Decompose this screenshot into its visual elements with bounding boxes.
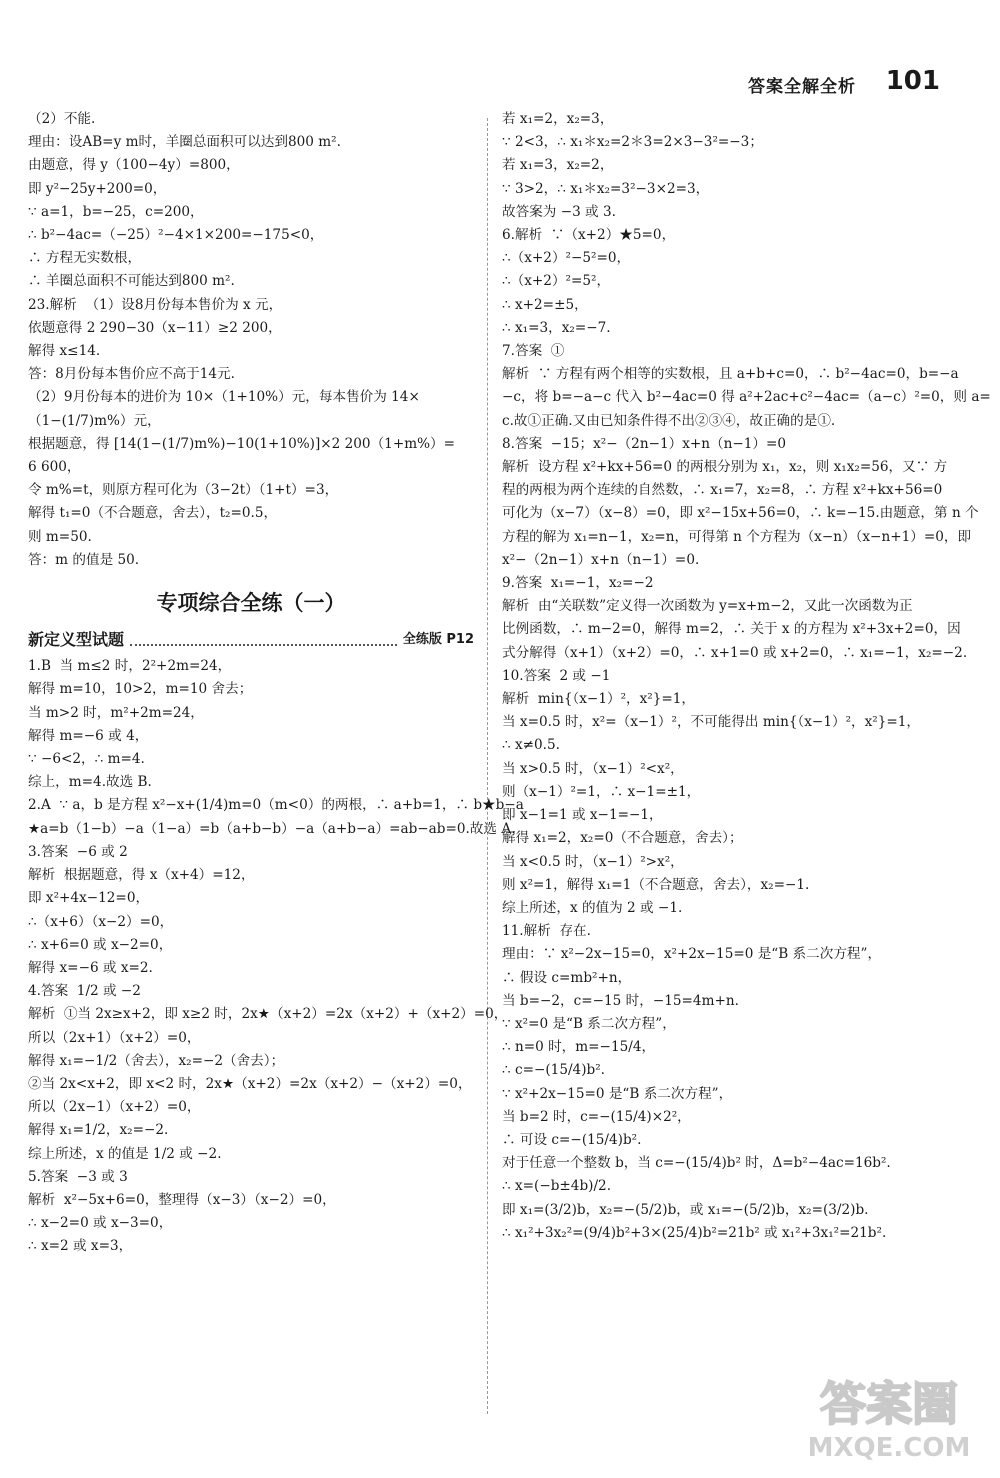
text-line: 即 y²−25y+200=0， — [28, 180, 167, 197]
text-line: 综上所述，x 的值为 2 或 −1. — [502, 899, 683, 916]
watermark — [800, 1358, 978, 1468]
text-line: 综上所述，x 的值是 1/2 或 −2. — [28, 1145, 222, 1162]
section-title: 专项综合全练（一） — [156, 591, 346, 616]
text-line: 解析 min{（x−1）²，x²}=1， — [502, 691, 696, 708]
text-line: 理由：∵ x²−2x−15=0，x²+2x−15=0 是“B 系二次方程”， — [502, 946, 882, 963]
text-line: ∴ x−2=0 或 x−3=0， — [28, 1215, 173, 1232]
text-line: ∴ x₁=3，x₂=−7. — [502, 319, 611, 336]
text-line: 解析 ∵ 方程有两个相等的实数根，且 a+b+c=0，∴ b²−4ac=0，b=−a — [502, 366, 959, 383]
text-line: 依题意得 2 290−30（x−11）≥2 200， — [28, 319, 282, 336]
text-line: 解得 t₁=0（不合题意，舍去），t₂=0.5， — [28, 505, 278, 522]
text-line: 对于任意一个整数 b，当 c=−(15/4)b² 时，Δ=b²−4ac=16b². — [502, 1155, 891, 1172]
text-line: ★a=b（1−b）−a（1−a）=b（a+b−b）−a（a+b−a）=ab−ab=0.故选 A. — [28, 820, 516, 837]
subsection-name: 新定义型试题 — [28, 630, 125, 650]
text-line: 当 b=−2，c=−15 时，−15=4m+n. — [502, 992, 739, 1009]
text-line: 解析 x²−5x+6=0，整理得（x−3）（x−2）=0， — [28, 1191, 336, 1208]
text-line: 当 x<0.5 时，（x−1）²>x²， — [502, 853, 684, 870]
text-line: ∵ x²=0 是“B 系二次方程”， — [502, 1015, 676, 1032]
column-divider — [487, 118, 488, 1414]
text-line: 令 m%=t，则原方程可化为（3−2t）（1+t）=3， — [28, 482, 339, 499]
text-line: 所以（2x+1）（x+2）=0， — [28, 1029, 201, 1046]
text-line: ∵ −6<2，∴ m=4. — [28, 751, 145, 768]
text-line: 解析 设方程 x²+kx+56=0 的两根分别为 x₁，x₂，则 x₁x₂=56，又∵ 方 — [502, 459, 948, 476]
watermark-url: MXQE.COM — [807, 1433, 971, 1463]
text-line: 3.答案 −6 或 2 — [28, 843, 128, 860]
subsection-ref: 全练版 P12 — [402, 632, 474, 648]
text-line: 10.答案 2 或 −1 — [502, 667, 611, 684]
text-line: x²−（2n−1）x+n（n−1）=0. — [502, 551, 700, 568]
text-line: ∴ x=2 或 x=3， — [28, 1238, 133, 1255]
text-line: c.故①正确.又由已知条件得不出②③④，故正确的是①. — [502, 412, 836, 429]
page-number: 101 — [885, 66, 940, 96]
text-line: 当 x>0.5 时，（x−1）²<x²， — [502, 760, 684, 777]
left-bottom-lines — [28, 655, 524, 1258]
text-line: 式分解得（x+1）（x+2）=0，∴ x+1=0 或 x+2=0，∴ x₁=−1，x₂=−2. — [502, 644, 968, 661]
text-line: 6.解析 ∵（x+2）★5=0， — [502, 227, 676, 244]
text-line: 解得 x₁=2，x₂=0（不合题意，舍去）； — [502, 830, 743, 847]
text-line: ∴ 可设 c=−(15/4)b². — [502, 1131, 642, 1148]
text-line: 可化为（x−7）（x−8）=0，即 x²−15x+56=0，∴ k=−15.由题意，第 n 个 — [502, 505, 979, 522]
text-line: ∴ n=0 时，m=−15/4， — [502, 1039, 656, 1056]
text-line: 7.答案 ① — [502, 343, 565, 360]
text-line: ∴ 方程无实数根， — [28, 250, 142, 267]
text-line: 当 x=0.5 时，x²=（x−1）²，不可能得出 min{（x−1）²，x²}=1， — [502, 714, 921, 731]
text-line: 解得 x=−6 或 x=2. — [28, 959, 153, 976]
text-line: 解析 根据题意，得 x（x+4）=12， — [28, 867, 255, 884]
text-line: ∴ x≠0.5. — [502, 737, 560, 754]
text-line: 解析 由“关联数”定义得一次函数为 y=x+m−2，又此一次函数为正 — [502, 598, 913, 615]
text-line: 理由：设AB=y m时，羊圈总面积可以达到800 m². — [28, 134, 341, 151]
subsection-header — [28, 628, 474, 651]
text-line: ∴ 羊圈总面积不可能达到800 m². — [28, 273, 235, 290]
text-line: 即 x−1=1 或 x−1=−1， — [502, 807, 663, 824]
text-line: 若 x₁=2，x₂=3， — [502, 111, 614, 127]
text-line: ∴ x+2=±5， — [502, 296, 588, 313]
text-line: 答：8月份每本售价应不高于14元. — [28, 366, 235, 383]
text-line: ∵ 2<3，∴ x₁＊x₂=2＊3=2×3−3²=−3； — [502, 134, 763, 151]
text-line: 当 m>2 时，m²+2m=24， — [28, 704, 204, 721]
text-line: ∵ a=1，b=−25，c=200， — [28, 203, 204, 220]
text-line: ∴（x+2）²−5²=0， — [502, 250, 631, 267]
text-line: ∴ x=(−b±4b)/2. — [502, 1178, 612, 1195]
text-line: 9.答案 x₁=−1，x₂=−2 — [502, 575, 654, 592]
text-line: 6 600， — [28, 459, 81, 476]
text-line: （2）9月份每本的进价为 10×（1+10%）元，每本售价为 14× — [28, 389, 420, 406]
text-line: 若 x₁=3，x₂=2， — [502, 157, 614, 174]
text-line: ∴ x+6=0 或 x−2=0， — [28, 936, 173, 953]
text-line: （1−(1/7)m%）元， — [28, 412, 161, 429]
text-line: 11.解析 存在. — [502, 923, 591, 940]
text-line: 解得 m=10，10>2，m=10 舍去； — [28, 681, 253, 698]
text-line: 由题意，得 y（100−4y）=800， — [28, 157, 240, 174]
header-title: 答案全解全析 — [748, 77, 856, 97]
right-column — [502, 108, 991, 1245]
text-line: 方程的解为 x₁=n−1，x₂=n，可得第 n 个方程为（x−n）（x−n+1）=0，即 — [502, 528, 972, 545]
text-line: 答：m 的值是 50. — [28, 551, 140, 568]
text-line: ∵ x²+2x−15=0 是“B 系二次方程”， — [502, 1085, 733, 1102]
text-line: 23.解析 （1）设8月份每本售价为 x 元， — [28, 296, 283, 313]
text-line: ∴（x+6）（x−2）=0， — [28, 913, 174, 930]
text-line: 则 x²=1，解得 x₁=1（不合题意，舍去），x₂=−1. — [502, 876, 810, 893]
text-line: 则（x−1）²=1，∴ x−1=±1， — [502, 783, 701, 800]
text-line: ∴ c=−(15/4)b². — [502, 1062, 605, 1079]
page-header — [60, 66, 940, 106]
text-line: 解得 x≤14. — [28, 343, 101, 360]
text-line: 程的两根为两个连续的自然数，∴ x₁=7，x₂=8，∴ 方程 x²+kx+56=0 — [502, 482, 943, 499]
text-line: 则 m=50. — [28, 528, 92, 545]
text-line: ②当 2x<x+2，即 x<2 时，2x★（x+2）=2x（x+2）−（x+2）=0， — [28, 1075, 472, 1092]
text-line: 4.答案 1/2 或 −2 — [28, 983, 141, 1000]
text-line: −c，将 b=−a−c 代入 b²−4ac=0 得 a²+2ac+c²−4ac=（a−c）²=0，则 a= — [502, 389, 991, 406]
text-line: 2.A ∵ a，b 是方程 x²−x+(1/4)m=0（m<0）的两根，∴ a+b=1，∴ b★b−a — [28, 797, 524, 814]
text-line: 1.B 当 m≤2 时，2²+2m=24， — [28, 658, 232, 675]
text-line: （2）不能. — [28, 111, 96, 127]
text-line: 即 x₁=(3/2)b，x₂=−(5/2)b，或 x₁=−(5/2)b，x₂=(3/2)b. — [502, 1201, 869, 1218]
text-line: 根据题意，得 [14(1−(1/7)m%)−10(1+10%)]×2 200（1+m%）= — [28, 435, 456, 452]
right-lines — [502, 108, 991, 1245]
text-line: 解得 m=−6 或 4， — [28, 727, 149, 744]
left-column — [28, 108, 524, 1259]
text-line: 即 x²+4x−12=0， — [28, 890, 150, 907]
text-line: 故答案为 −3 或 3. — [502, 203, 616, 220]
text-line: 解得 x₁=1/2，x₂=−2. — [28, 1122, 169, 1139]
watermark-logo-text: 答案圈 — [820, 1377, 958, 1431]
text-line: ∴ b²−4ac=（−25）²−4×1×200=−175<0， — [28, 227, 324, 244]
left-top-lines — [28, 108, 474, 572]
text-line: 5.答案 −3 或 3 — [28, 1168, 128, 1185]
text-line: 8.答案 −15；x²−（2n−1）x+n（n−1）=0 — [502, 435, 787, 452]
text-line: 当 b=2 时，c=−(15/4)×2²， — [502, 1108, 691, 1125]
text-line: 比例函数，∴ m−2=0，解得 m=2，∴ 关于 x 的方程为 x²+3x+2=0，因 — [502, 621, 961, 638]
text-line: 综上，m=4.故选 B. — [28, 774, 152, 791]
text-line: ∴ 假设 c=mb²+n， — [502, 969, 632, 986]
text-line: ∴（x+2）²=5²， — [502, 273, 611, 290]
leader-dots — [130, 634, 397, 646]
text-line: ∴ x₁²+3x₂²=(9/4)b²+3×(25/4)b²=21b² 或 x₁²+3x₁²=21b². — [502, 1224, 887, 1241]
text-line: 解析 ①当 2x≥x+2，即 x≥2 时，2x★（x+2）=2x（x+2）+（x+2）=0， — [28, 1006, 508, 1023]
text-line: 所以（2x−1）（x+2）=0， — [28, 1099, 201, 1116]
text-line: ∵ 3>2，∴ x₁＊x₂=3²−3×2=3， — [502, 180, 710, 197]
text-line: 解得 x₁=−1/2（舍去），x₂=−2（舍去）； — [28, 1052, 285, 1069]
